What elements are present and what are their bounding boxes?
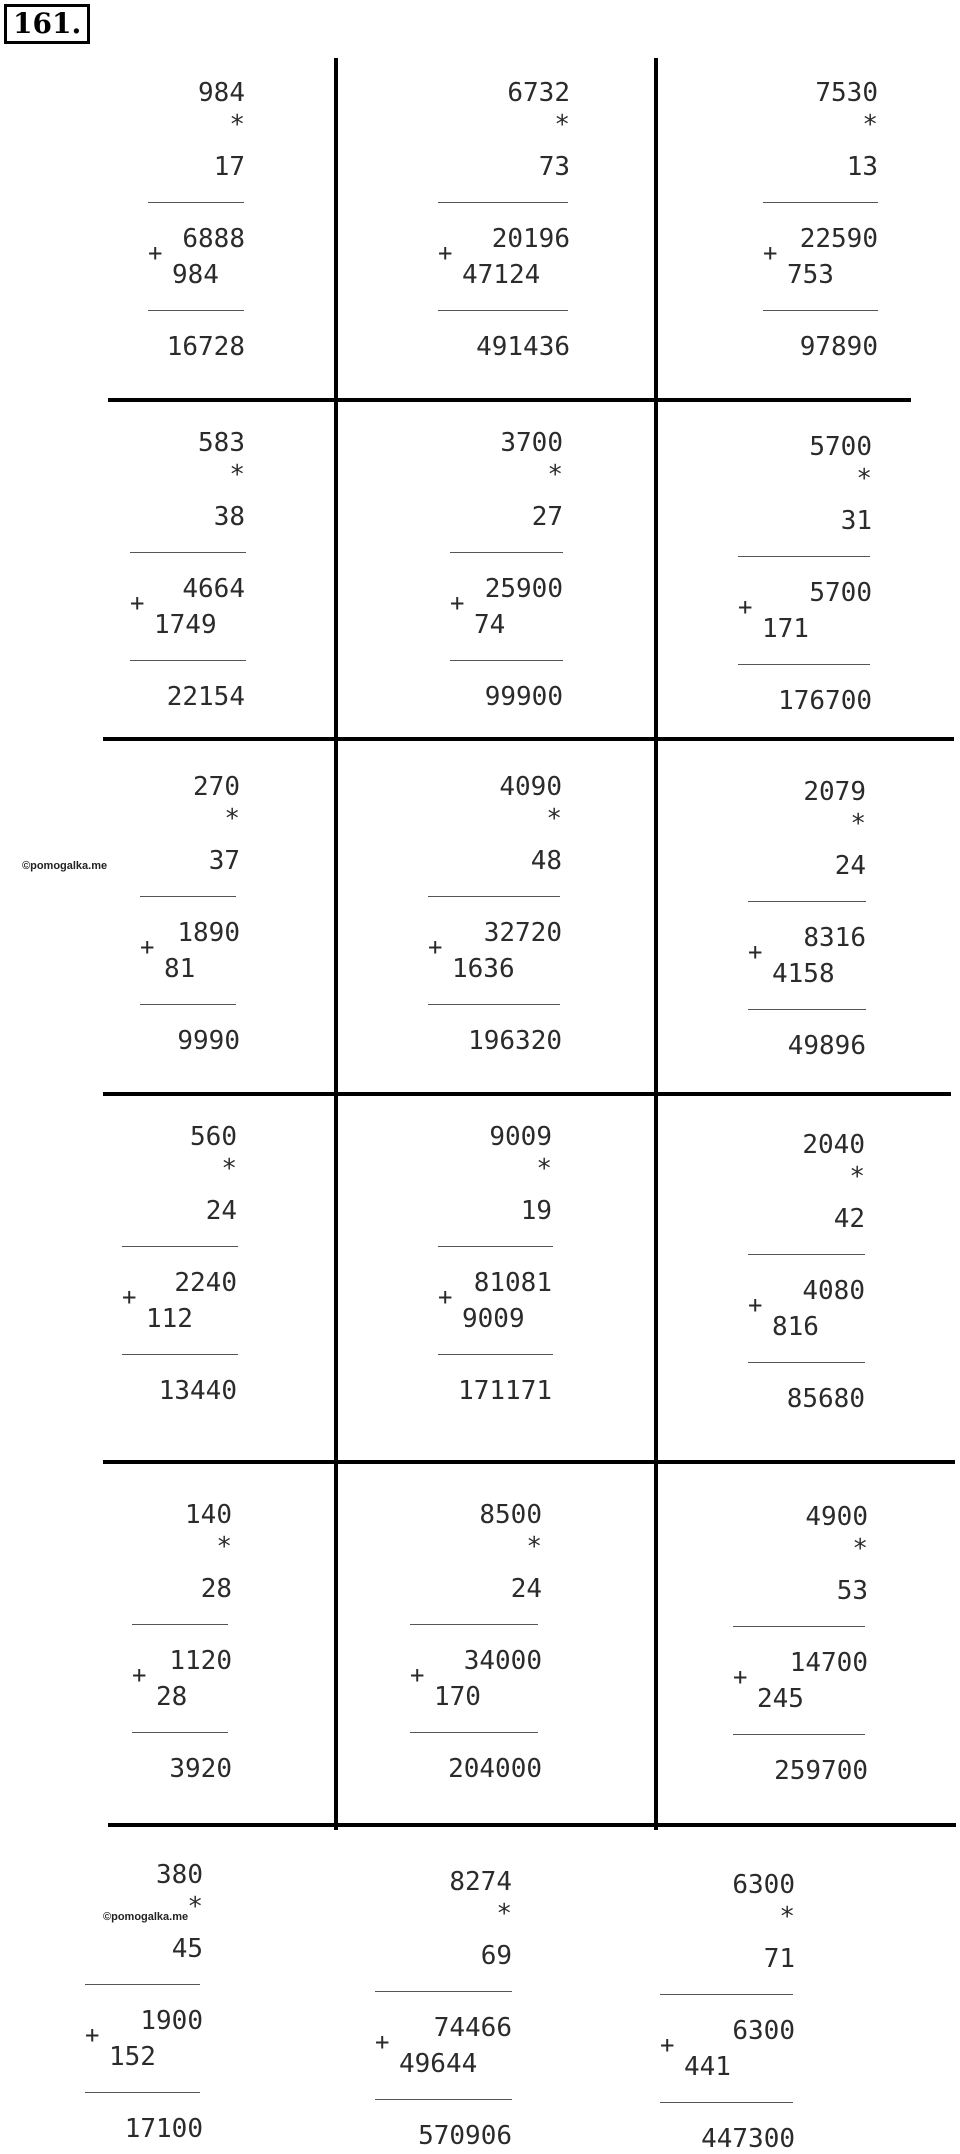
product-result: 196320	[468, 1026, 562, 1056]
partial-product-2: 816	[772, 1312, 819, 1342]
problem-number-box: 161.	[4, 4, 90, 44]
partial-product-1: 6300	[732, 2016, 795, 2046]
partial-product-1: 4080	[802, 1276, 865, 1306]
multiplier: 28	[200, 1574, 232, 1604]
rule-line	[410, 1624, 538, 1625]
product-result: 17100	[124, 2114, 203, 2144]
partial-product-2: 1749	[154, 610, 217, 640]
multiplicand: 984	[198, 78, 245, 108]
product-result: 259700	[774, 1756, 868, 1786]
partial-product-2: 47124	[462, 260, 541, 290]
plus-sign: +	[410, 1661, 425, 1689]
multiplier: 71	[763, 1944, 795, 1974]
product-result: 16728	[166, 332, 245, 362]
multiply-sign: *	[221, 1154, 237, 1184]
product-result: 85680	[786, 1384, 865, 1414]
partial-product-1: 2240	[174, 1268, 237, 1298]
plus-sign: +	[738, 593, 753, 621]
rule-line	[428, 1004, 560, 1005]
rule-line	[130, 660, 246, 661]
rule-line	[438, 310, 568, 311]
product-result: 171171	[458, 1376, 552, 1406]
rule-line	[763, 310, 878, 311]
multiply-sign: *	[554, 110, 570, 140]
multiply-sign: *	[536, 1154, 552, 1184]
partial-product-2: 1636	[452, 954, 515, 984]
multiply-sign: *	[852, 1534, 868, 1564]
rule-line	[748, 1009, 866, 1010]
multiply-sign: *	[850, 809, 866, 839]
rule-line	[85, 1984, 200, 1985]
partial-product-1: 25900	[484, 574, 563, 604]
partial-product-2: 4158	[772, 959, 835, 989]
partial-product-2: 152	[109, 2042, 156, 2072]
partial-product-2: 49644	[399, 2049, 478, 2079]
product-result: 176700	[778, 686, 872, 716]
partial-product-1: 1890	[177, 918, 240, 948]
multiply-sign: *	[779, 1902, 795, 1932]
rule-line	[122, 1246, 238, 1247]
partial-product-1: 1120	[169, 1646, 232, 1676]
plus-sign: +	[132, 1661, 147, 1689]
multiplier: 45	[171, 1934, 203, 1964]
multiply-sign: *	[229, 460, 245, 490]
product-result: 204000	[448, 1754, 542, 1784]
rule-line	[660, 1994, 793, 1995]
plus-sign: +	[375, 2028, 390, 2056]
rule-line	[450, 660, 563, 661]
multiplier: 24	[834, 851, 866, 881]
partial-product-2: 753	[787, 260, 834, 290]
plus-sign: +	[148, 239, 163, 267]
vertical-divider-2	[654, 58, 658, 1830]
multiply-sign: *	[216, 1532, 232, 1562]
multiplicand: 2040	[802, 1130, 865, 1160]
plus-sign: +	[748, 1291, 763, 1319]
multiplicand: 9009	[489, 1122, 552, 1152]
rule-line	[438, 1354, 553, 1355]
multiply-sign: *	[187, 1892, 203, 1922]
multiply-sign: *	[862, 110, 878, 140]
plus-sign: +	[763, 239, 778, 267]
multiplier: 19	[520, 1196, 552, 1226]
partial-product-2: 245	[757, 1684, 804, 1714]
multiply-sign: *	[546, 804, 562, 834]
multiplier: 73	[538, 152, 570, 182]
partial-product-1: 81081	[473, 1268, 552, 1298]
watermark-1: ©pomogalka.me	[22, 860, 108, 872]
partial-product-1: 5700	[809, 578, 872, 608]
partial-product-1: 6888	[182, 224, 245, 254]
partial-product-2: 81	[164, 954, 196, 984]
partial-product-1: 74466	[433, 2013, 512, 2043]
plus-sign: +	[130, 589, 145, 617]
multiplier: 53	[836, 1576, 868, 1606]
product-result: 49896	[787, 1031, 866, 1061]
rule-line	[748, 1254, 865, 1255]
rule-line	[438, 1246, 553, 1247]
partial-product-2: 441	[684, 2052, 731, 2082]
multiplicand: 6732	[507, 78, 570, 108]
rule-line	[85, 2092, 200, 2093]
partial-product-2: 9009	[462, 1304, 525, 1334]
multiplicand: 140	[185, 1500, 232, 1530]
rule-line	[122, 1354, 238, 1355]
plus-sign: +	[85, 2021, 100, 2049]
rule-line	[140, 896, 236, 897]
multiplier: 48	[530, 846, 562, 876]
rule-line	[428, 896, 560, 897]
multiplicand: 380	[156, 1860, 203, 1890]
rule-line	[748, 1362, 865, 1363]
partial-product-1: 22590	[799, 224, 878, 254]
partial-product-2: 171	[762, 614, 809, 644]
multiplicand: 4090	[499, 772, 562, 802]
multiplicand: 3700	[500, 428, 563, 458]
multiplicand: 5700	[809, 432, 872, 462]
multiply-sign: *	[526, 1532, 542, 1562]
multiplier: 24	[510, 1574, 542, 1604]
rule-line	[763, 202, 878, 203]
multiplier: 31	[840, 506, 872, 536]
multiplier: 37	[208, 846, 240, 876]
rule-line	[660, 2102, 793, 2103]
rule-line	[375, 2099, 512, 2100]
partial-product-2: 28	[156, 1682, 188, 1712]
plus-sign: +	[748, 938, 763, 966]
plus-sign: +	[438, 1283, 453, 1311]
rule-line	[132, 1624, 228, 1625]
multiply-sign: *	[547, 460, 563, 490]
partial-product-2: 170	[434, 1682, 481, 1712]
plus-sign: +	[140, 933, 155, 961]
product-result: 3920	[169, 1754, 232, 1784]
partial-product-1: 8316	[803, 923, 866, 953]
multiplier: 27	[531, 502, 563, 532]
rule-line	[738, 664, 870, 665]
partial-product-2: 112	[146, 1304, 193, 1334]
product-result: 99900	[484, 682, 563, 712]
rule-line	[148, 310, 244, 311]
rule-line	[748, 901, 866, 902]
multiplier: 42	[833, 1204, 865, 1234]
partial-product-1: 32720	[483, 918, 562, 948]
multiplicand: 2079	[803, 777, 866, 807]
plus-sign: +	[438, 239, 453, 267]
multiply-sign: *	[229, 110, 245, 140]
partial-product-2: 984	[172, 260, 219, 290]
multiply-sign: *	[224, 804, 240, 834]
product-result: 22154	[166, 682, 245, 712]
multiply-sign: *	[856, 464, 872, 494]
horizontal-divider-2	[103, 737, 954, 741]
multiplicand: 8500	[479, 1500, 542, 1530]
multiplicand: 583	[198, 428, 245, 458]
plus-sign: +	[450, 589, 465, 617]
horizontal-divider-1	[108, 398, 911, 402]
multiplier: 24	[205, 1196, 237, 1226]
multiplicand: 270	[193, 772, 240, 802]
partial-product-1: 4664	[182, 574, 245, 604]
rule-line	[733, 1626, 865, 1627]
problem-number: 161	[13, 7, 72, 40]
product-result: 9990	[177, 1026, 240, 1056]
multiplicand: 560	[190, 1122, 237, 1152]
partial-product-1: 20196	[491, 224, 570, 254]
multiply-sign: *	[496, 1899, 512, 1929]
rule-line	[450, 552, 563, 553]
rule-line	[140, 1004, 236, 1005]
partial-product-1: 1900	[140, 2006, 203, 2036]
rule-line	[738, 556, 870, 557]
plus-sign: +	[122, 1283, 137, 1311]
multiplicand: 4900	[805, 1502, 868, 1532]
multiplicand: 8274	[449, 1867, 512, 1897]
multiplicand: 7530	[815, 78, 878, 108]
partial-product-1: 14700	[789, 1648, 868, 1678]
rule-line	[130, 552, 246, 553]
multiplier: 38	[213, 502, 245, 532]
watermark-2: ©pomogalka.me	[103, 1911, 189, 1923]
product-result: 97890	[799, 332, 878, 362]
rule-line	[410, 1732, 538, 1733]
multiplier: 69	[480, 1941, 512, 1971]
rule-line	[132, 1732, 228, 1733]
partial-product-2: 74	[474, 610, 506, 640]
partial-product-1: 34000	[463, 1646, 542, 1676]
vertical-divider-1	[334, 58, 338, 1830]
product-result: 491436	[476, 332, 570, 362]
plus-sign: +	[733, 1663, 748, 1691]
product-result: 13440	[158, 1376, 237, 1406]
rule-line	[438, 202, 568, 203]
rule-line	[733, 1734, 865, 1735]
multiply-sign: *	[849, 1162, 865, 1192]
horizontal-divider-4	[103, 1460, 955, 1464]
multiplicand: 6300	[732, 1870, 795, 1900]
horizontal-divider-5	[108, 1823, 956, 1827]
product-result: 570906	[418, 2121, 512, 2151]
multiplier: 17	[213, 152, 245, 182]
multiplier: 13	[846, 152, 878, 182]
plus-sign: +	[660, 2031, 675, 2059]
horizontal-divider-3	[103, 1092, 951, 1096]
rule-line	[375, 1991, 512, 1992]
product-result: 447300	[701, 2124, 795, 2154]
plus-sign: +	[428, 933, 443, 961]
rule-line	[148, 202, 244, 203]
